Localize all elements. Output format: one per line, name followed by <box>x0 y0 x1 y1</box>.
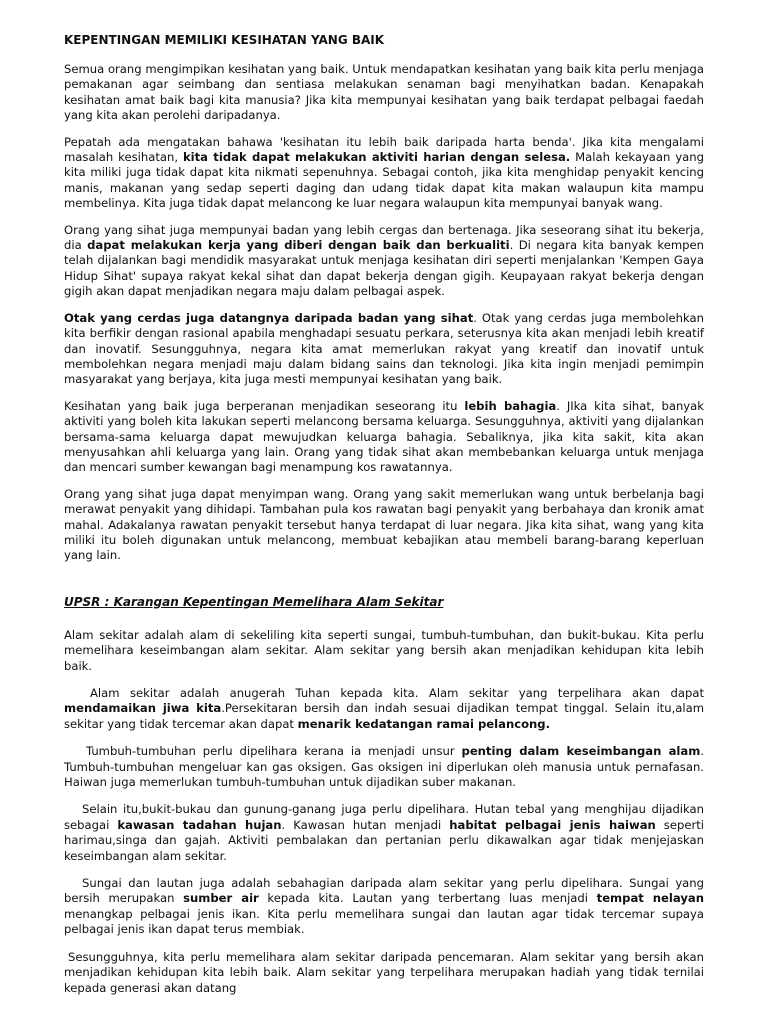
text: menangkap pelbagai jenis ikan. Kita perlu memelihara sungai dan lautan agar tidak tercemar supaya pelbagai jenis ikan dapat terus membiak. <box>64 906 704 937</box>
paragraph-conclusion <box>64 950 704 996</box>
text: Sungai dan lautan juga adalah sebahagian daripada alam sekitar yang perlu dipelihara. Sungai yang bersih merupakan <box>64 876 704 906</box>
essay-title-environment: UPSR : Karangan Kepentingan Memelihara Alam Sekitar <box>64 594 444 609</box>
text: Tumbuh-tumbuhan perlu dipelihara kerana ia menjadi unsur <box>86 744 462 759</box>
paragraph-proverb <box>64 135 704 212</box>
paragraph-plants <box>64 744 704 790</box>
bold-text: kita tidak dapat melakukan aktiviti harian dengan selesa. <box>182 150 571 165</box>
bold-text: dapat melakukan kerja yang diberi dengan baik dan berkualiti <box>87 238 510 253</box>
bold-text: lebih bahagia <box>464 398 557 413</box>
text: . Di negara kita banyak kempen telah dijalankan bagi mendidik masyarakat untuk menjaga kesihatan diri seperti menjalankan 'Kempen Gaya Hidup Sihat' supaya rakyat kekal sihat dan dapat bekerja dengan gigih. Keupayaan rakyat bekerja dengan gigih akan dapat menjadikan negara maju dalam pelbagai aspek. <box>64 238 705 299</box>
text: Orang yang sihat juga dapat menyimpan wang. Orang yang sakit memerlukan wang untuk berbelanja bagi merawat penyakit yang dihidapi. Tambahan pula kos rawatan bagi penyakit yang berbahaya dan kronik amat mahal. Adakalanya rawatan penyakit tersebut hanya terdapat di luar negara. Jika kita sihat, wang yang kita miliki itu boleh digunakan untuk melancong, membuat kebajikan atau membeli barang-barang keperluan yang lain. <box>64 486 704 563</box>
text: Pepatah ada mengatakan bahawa 'kesihatan itu lebih baik daripada harta benda'. Jika kita mengalami masalah kesihatan, <box>64 134 704 165</box>
text: Kesihatan yang baik juga berperanan menjadikan seseorang itu <box>64 398 465 413</box>
paragraph-intro-health <box>64 62 704 124</box>
bold-text: habitat pelbagai jenis haiwan <box>449 817 656 832</box>
text: Orang yang sihat juga mempunyai badan yang lebih cergas dan bertenaga. Jika seseorang sihat itu bekerja, dia <box>64 222 704 253</box>
text: . Tumbuh-tumbuhan mengeluar kan gas oksigen. Gas oksigen ini diperlukan oleh manusia untuk pernafasan. Haiwan juga memerlukan tumbuh-tumbuhan untuk dijadikan suber makanan. <box>64 744 704 790</box>
text: kepada kita. Lautan yang terbertang luas menjadi <box>258 891 597 906</box>
paragraph-brain <box>64 311 704 388</box>
paragraph-savings <box>64 487 704 564</box>
text: Sesungguhnya, kita perlu memelihara alam sekitar daripada pencemaran. Alam sekitar yang bersih akan menjadikan kehidupan kita lebih baik. Alam sekitar yang terpelihara merupakan hadiah yang tidak ternilai kepada generasi akan datang <box>64 949 704 995</box>
paragraph-energetic <box>64 223 704 300</box>
text: .Persekitaran bersih dan indah sesuai dijadikan tempat tinggal. Selain itu,alam sekitar yang tidak tercemar akan dapat <box>64 701 704 731</box>
paragraph-rivers <box>64 876 704 938</box>
essay-title-health: KEPENTINGAN MEMILIKI KESIHATAN YANG BAIK <box>64 33 385 47</box>
text: Alam sekitar adalah alam di sekeliling kita seperti sungai, tumbuh-tumbuhan, dan bukit-bukau. Kita perlu memelihara keseimbangan alam sekitar. Alam sekitar yang bersih akan menjadikan kehidupan kita lebih baik. <box>64 627 704 673</box>
text: Selain itu,bukit-bukau dan gunung-ganang juga perlu dipelihara. Hutan tebal yang menghijau dijadikan sebagai <box>64 802 704 832</box>
bold-text: sumber air <box>183 891 259 906</box>
paragraph-happiness <box>64 399 704 476</box>
text: . Kawasan hutan menjadi <box>281 817 450 832</box>
text: seperti harimau,singa dan gajah. Aktiviti pembalakan dan pertanian perlu dikawalkan agar tidak menjejaskan keseimbangan alam sekitar. <box>64 817 704 863</box>
text: Alam sekitar adalah anugerah Tuhan kepada kita. Alam sekitar yang terpelihara akan dapat <box>90 686 704 700</box>
bold-text: kawasan tadahan hujan <box>117 817 282 832</box>
bold-text: mendamaikan jiwa kita <box>64 701 222 716</box>
text: . JIka kita sihat, banyak aktiviti yang boleh kita lakukan seperti melancong bersama keluarga. Sesungguhnya, aktiviti yang dijalankan bersama-sama keluarga dapat mewujudkan keluarga bahagia. Sebaliknya, jika kita sakit, kita akan menyusahkan ahli keluarga yang lain. Orang yang tidak sihat akan membebankan keluarga untuk menjaga dan mencari sumber kewangan bagi menampung kos rawatannya. <box>64 398 704 475</box>
text: . Otak yang cerdas juga membolehkan kita berfikir dengan rasional apabila menghadapi sesuatu perkara, seterusnya kita akan menjadi lebih kreatif dan inovatif. Sesungguhnya, negara kita amat memerlukan rakyat yang kreatif dan inovatif untuk membolehkan negara menjadi maju dalam bidang sains dan teknologi. Jika kita ingin menjadi pemimpin masyarakat yang berjaya, kita juga mesti mempunyai kesihatan yang baik. <box>64 310 704 387</box>
document-page <box>64 32 704 996</box>
text: Malah kekayaan yang kita miliki juga tidak dapat kita nikmati sepenuhnya. Sebagai contoh, jika kita menghidap penyakit kencing manis, makanan yang sedap seperti daging dan udang tidak dapat kita makan walaupun kita mampu membelinya. Kita juga tidak dapat melancong ke luar negara walaupun kita mempunyai banyak wang. <box>64 150 704 211</box>
paragraph-intro-environment <box>64 628 704 674</box>
bold-text: Otak yang cerdas juga datangnya daripada badan yang sihat <box>64 310 474 325</box>
paragraph-hills <box>64 802 704 864</box>
bold-text: menarik kedatangan ramai pelancong. <box>297 716 551 731</box>
text: Semua orang mengimpikan kesihatan yang baik. Untuk mendapatkan kesihatan yang baik kita perlu menjaga pemakanan agar seimbang dan sentiasa melakukan senaman bagi menyihatkan badan. Kenapakah kesihatan amat baik bagi kita manusia? Jika kita mempunyai kesihatan yang baik terdapat pelbagai faedah yang kita akan perolehi daripadanya. <box>64 62 704 123</box>
paragraph-gift <box>64 686 704 732</box>
bold-text: penting dalam keseimbangan alam <box>461 744 701 759</box>
bold-text: tempat nelayan <box>596 891 704 906</box>
